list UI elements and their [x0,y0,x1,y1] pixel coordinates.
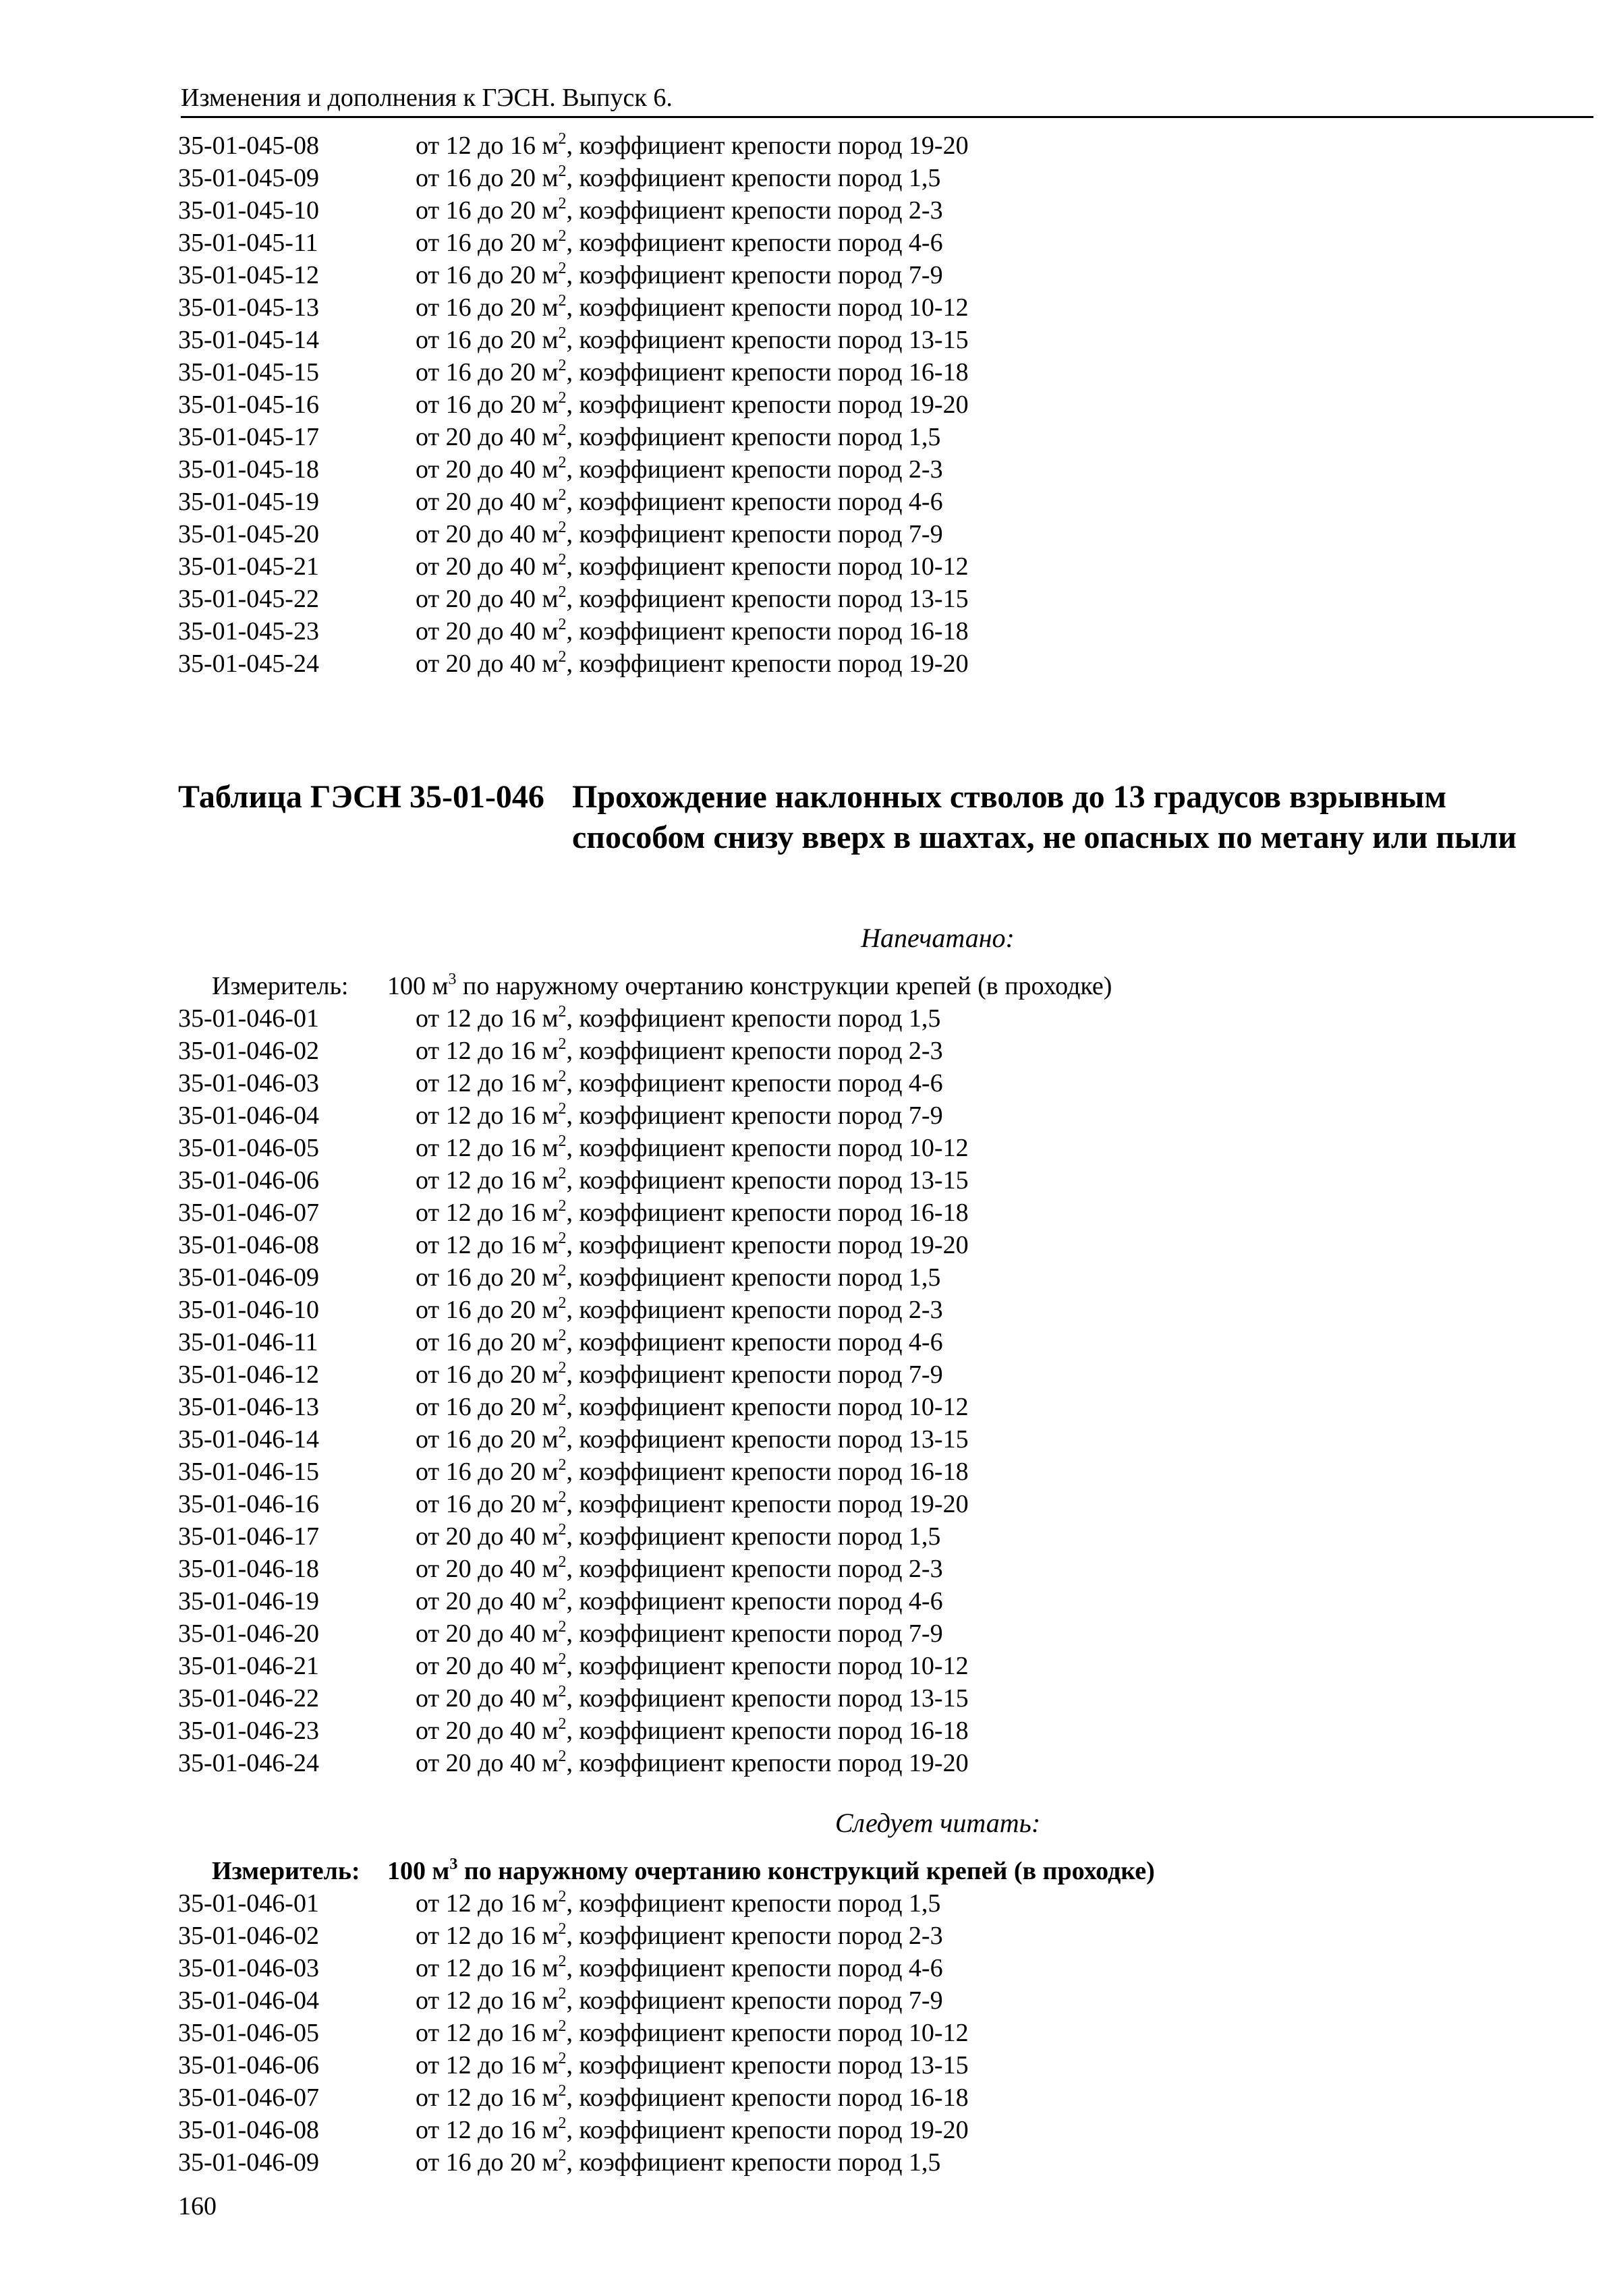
item-code: 35-01-046-15 [178,1458,319,1486]
list-item [178,1197,1325,1229]
item-code: 35-01-045-08 [178,132,319,160]
item-code: 35-01-046-01 [178,1004,319,1033]
item-description: от 20 до 40 $м^2$, коэффициент крепости пород 19-20 [416,648,969,678]
item-code: 35-01-046-07 [178,2084,319,2112]
item-code: 35-01-045-21 [178,552,319,581]
item-description: от 16 до 20 $м^2$, коэффициент крепости пород 4-6 [416,1327,943,1356]
item-description: от 16 до 20 $м^2$, коэффициент крепости пород 7-9 [416,1359,943,1389]
list-item [178,1585,1325,1617]
list-item [178,486,1325,518]
corrected-meter [212,1855,1155,1887]
list-item [178,1229,1325,1261]
item-code: 35-01-046-01 [178,1889,319,1918]
item-code: 35-01-046-18 [178,1555,319,1583]
item-description: от 16 до 20 $м^2$, коэффициент крепости пород 19-20 [416,389,969,419]
list-item [178,194,1325,227]
list-item [178,227,1325,259]
item-code: 35-01-046-20 [178,1619,319,1648]
item-description: от 20 до 40 $м^2$, коэффициент крепости пород 10-12 [416,551,969,581]
code-list-045 [178,130,1325,680]
item-description: от 12 до 16 $м^2$, коэффициент крепости пород 16-18 [416,2082,969,2112]
item-code: 35-01-045-10 [178,196,319,225]
item-description: от 16 до 20 $м^2$, коэффициент крепости пород 4-6 [416,227,943,257]
list-item [178,1488,1325,1520]
item-description: от 20 до 40 $м^2$, коэффициент крепости пород 2-3 [416,454,943,484]
item-code: 35-01-046-13 [178,1393,319,1421]
list-item [178,615,1325,648]
list-item [178,550,1325,583]
item-description: от 16 до 20 $м^2$, коэффициент крепости пород 2-3 [416,195,943,225]
item-code: 35-01-045-22 [178,585,319,613]
list-item [178,2017,1325,2049]
item-code: 35-01-046-11 [178,1328,318,1356]
item-code: 35-01-046-03 [178,1954,319,1982]
list-item [178,2146,1325,2179]
item-description: от 12 до 16 $м^2$, коэффициент крепости пород 7-9 [416,1100,943,1130]
item-description: от 20 до 40 $м^2$, коэффициент крепости пород 19-20 [416,1748,969,1777]
item-description: от 16 до 20 $м^2$, коэффициент крепости пород 13-15 [416,324,969,354]
list-item [178,2114,1325,2146]
item-description: от 12 до 16 $м^2$, коэффициент крепости пород 4-6 [416,1068,943,1097]
list-item [178,1617,1325,1650]
item-code: 35-01-046-12 [178,1360,319,1389]
item-code: 35-01-046-19 [178,1587,319,1615]
list-item [178,648,1325,680]
list-item [178,1294,1325,1326]
item-code: 35-01-045-09 [178,164,319,192]
item-description: от 16 до 20 $м^2$, коэффициент крепости пород 16-18 [416,1456,969,1486]
item-description: от 20 до 40 $м^2$, коэффициент крепости пород 7-9 [416,519,943,548]
list-item [178,1002,1325,1035]
item-description: от 20 до 40 $м^2$, коэффициент крепости пород 2-3 [416,1553,943,1583]
meter-value: 100 $м^3$ по наружному очертанию конструкции крепей (в проходке) [387,971,1112,1000]
item-code: 35-01-046-08 [178,2116,319,2144]
item-code: 35-01-046-04 [178,1986,319,2015]
item-code: 35-01-045-17 [178,423,319,451]
list-item [178,2082,1325,2114]
list-item [178,259,1325,291]
list-item [178,1984,1325,2017]
item-code: 35-01-046-07 [178,1199,319,1227]
item-description: от 12 до 16 $м^2$, коэффициент крепости пород 19-20 [416,2115,969,2144]
item-code: 35-01-046-05 [178,2019,319,2047]
code-list-046-corrected [178,1887,1325,2179]
item-code: 35-01-045-23 [178,617,319,645]
item-code: 35-01-045-11 [178,229,318,257]
table-number: Таблица ГЭСН 35-01-046 [178,779,544,815]
item-description: от 12 до 16 $м^2$, коэффициент крепости пород 2-3 [416,1035,943,1065]
item-description: от 12 до 16 $м^2$, коэффициент крепости пород 13-15 [416,1165,969,1195]
item-code: 35-01-045-20 [178,520,319,548]
item-description: от 20 до 40 $м^2$, коэффициент крепости пород 13-15 [416,1683,969,1713]
item-description: от 16 до 20 $м^2$, коэффициент крепости пород 1,5 [416,163,941,192]
list-item [178,1261,1325,1294]
list-item [178,130,1325,162]
item-description: от 16 до 20 $м^2$, коэффициент крепости пород 19-20 [416,1489,969,1518]
item-description: от 16 до 20 $м^2$, коэффициент крепости пород 10-12 [416,1391,969,1421]
list-item [178,1164,1325,1197]
item-code: 35-01-045-12 [178,261,319,289]
item-code: 35-01-045-18 [178,455,319,484]
item-description: от 12 до 16 $м^2$, коэффициент крепости пород 19-20 [416,1230,969,1259]
item-description: от 12 до 16 $м^2$, коэффициент крепости пород 7-9 [416,1985,943,2015]
item-code: 35-01-046-10 [178,1296,319,1324]
list-item [178,389,1325,421]
item-code: 35-01-045-14 [178,326,319,354]
list-item [178,1326,1325,1358]
item-code: 35-01-045-24 [178,650,319,678]
meter-label: Измеритель: [212,972,349,1000]
item-description: от 12 до 16 $м^2$, коэффициент крепости пород 19-20 [416,130,969,160]
item-description: от 16 до 20 $м^2$, коэффициент крепости пород 1,5 [416,2147,941,2177]
item-code: 35-01-046-03 [178,1069,319,1097]
item-code: 35-01-046-21 [178,1652,319,1680]
item-code: 35-01-046-06 [178,1166,319,1195]
list-item [178,291,1325,324]
item-code: 35-01-046-16 [178,1490,319,1518]
item-description: от 12 до 16 $м^2$, коэффициент крепости пород 2-3 [416,1920,943,1950]
item-code: 35-01-046-09 [178,2148,319,2177]
list-item [178,1099,1325,1132]
list-item [178,1067,1325,1099]
item-code: 35-01-046-08 [178,1231,319,1259]
item-description: от 20 до 40 $м^2$, коэффициент крепости пород 13-15 [416,583,969,613]
code-list-046-printed [178,1002,1325,1779]
item-description: от 12 до 16 $м^2$, коэффициент крепости пород 4-6 [416,1953,943,1982]
list-item [178,356,1325,389]
item-description: от 16 до 20 $м^2$, коэффициент крепости пород 2-3 [416,1294,943,1324]
item-code: 35-01-046-17 [178,1522,319,1551]
meter-value: 100 $м^3$ по наружному очертанию конструкций крепей (в проходке) [387,1856,1155,1885]
item-description: от 16 до 20 $м^2$, коэффициент крепости пород 13-15 [416,1424,969,1454]
list-item [178,421,1325,453]
item-description: от 12 до 16 $м^2$, коэффициент крепости пород 13-15 [416,2050,969,2079]
list-item [178,1456,1325,1488]
list-item [178,1520,1325,1553]
meter-label: Измеритель: [212,1857,360,1885]
list-item [178,324,1325,356]
item-description: от 12 до 16 $м^2$, коэффициент крепости пород 1,5 [416,1003,941,1033]
list-item [178,1650,1325,1682]
item-description: от 20 до 40 $м^2$, коэффициент крепости пород 4-6 [416,1586,943,1615]
item-code: 35-01-046-04 [178,1101,319,1130]
item-description: от 20 до 40 $м^2$, коэффициент крепости пород 1,5 [416,1521,941,1551]
item-description: от 12 до 16 $м^2$, коэффициент крепости пород 10-12 [416,2017,969,2047]
item-code: 35-01-046-23 [178,1717,319,1745]
item-description: от 20 до 40 $м^2$, коэффициент крепости пород 1,5 [416,422,941,451]
list-item [178,1952,1325,1984]
item-code: 35-01-046-14 [178,1425,319,1454]
item-description: от 20 до 40 $м^2$, коэффициент крепости пород 16-18 [416,1715,969,1745]
printed-note: Напечатано: [861,923,1015,953]
item-description: от 20 до 40 $м^2$, коэффициент крепости пород 16-18 [416,616,969,645]
item-code: 35-01-045-15 [178,358,319,386]
list-item [178,162,1325,194]
item-code: 35-01-046-02 [178,1037,319,1065]
list-item [178,2049,1325,2082]
item-description: от 16 до 20 $м^2$, коэффициент крепости пород 16-18 [416,357,969,386]
item-description: от 16 до 20 $м^2$, коэффициент крепости пород 7-9 [416,260,943,289]
list-item [178,1920,1325,1952]
printed-meter [212,970,1112,1002]
table-name: Прохождение наклонных стволов до 13 градусов взрывным способом снизу вверх в шахтах, не опасных по метану или пыли [572,779,1517,855]
list-item [178,1132,1325,1164]
item-description: от 16 до 20 $м^2$, коэффициент крепости пород 10-12 [416,292,969,322]
item-code: 35-01-045-19 [178,488,319,516]
list-item [178,1423,1325,1456]
list-item [178,1887,1325,1920]
item-code: 35-01-046-05 [178,1134,319,1162]
item-code: 35-01-046-09 [178,1263,319,1292]
item-description: от 12 до 16 $м^2$, коэффициент крепости пород 16-18 [416,1197,969,1227]
page-number: 160 [178,2192,217,2220]
item-code: 35-01-046-22 [178,1684,319,1713]
item-code: 35-01-046-24 [178,1749,319,1777]
list-item [178,1553,1325,1585]
item-description: от 20 до 40 $м^2$, коэффициент крепости пород 7-9 [416,1618,943,1648]
running-header: Изменения и дополнения к ГЭСН. Выпуск 6. [181,80,1593,118]
list-item [178,583,1325,615]
list-item [178,1358,1325,1391]
list-item [178,453,1325,486]
item-code: 35-01-045-16 [178,391,319,419]
item-code: 35-01-046-02 [178,1922,319,1950]
item-description: от 20 до 40 $м^2$, коэффициент крепости пород 10-12 [416,1651,969,1680]
item-code: 35-01-046-06 [178,2051,319,2079]
item-description: от 12 до 16 $м^2$, коэффициент крепости пород 1,5 [416,1888,941,1918]
list-item [178,1391,1325,1423]
list-item [178,1715,1325,1747]
item-description: от 20 до 40 $м^2$, коэффициент крепости пород 4-6 [416,486,943,516]
list-item [178,1747,1325,1779]
list-item [178,518,1325,550]
item-code: 35-01-045-13 [178,293,319,322]
list-item [178,1035,1325,1067]
corrected-note: Следует читать: [834,1808,1041,1838]
item-description: от 12 до 16 $м^2$, коэффициент крепости пород 10-12 [416,1132,969,1162]
item-description: от 16 до 20 $м^2$, коэффициент крепости пород 1,5 [416,1262,941,1292]
list-item [178,1682,1325,1715]
